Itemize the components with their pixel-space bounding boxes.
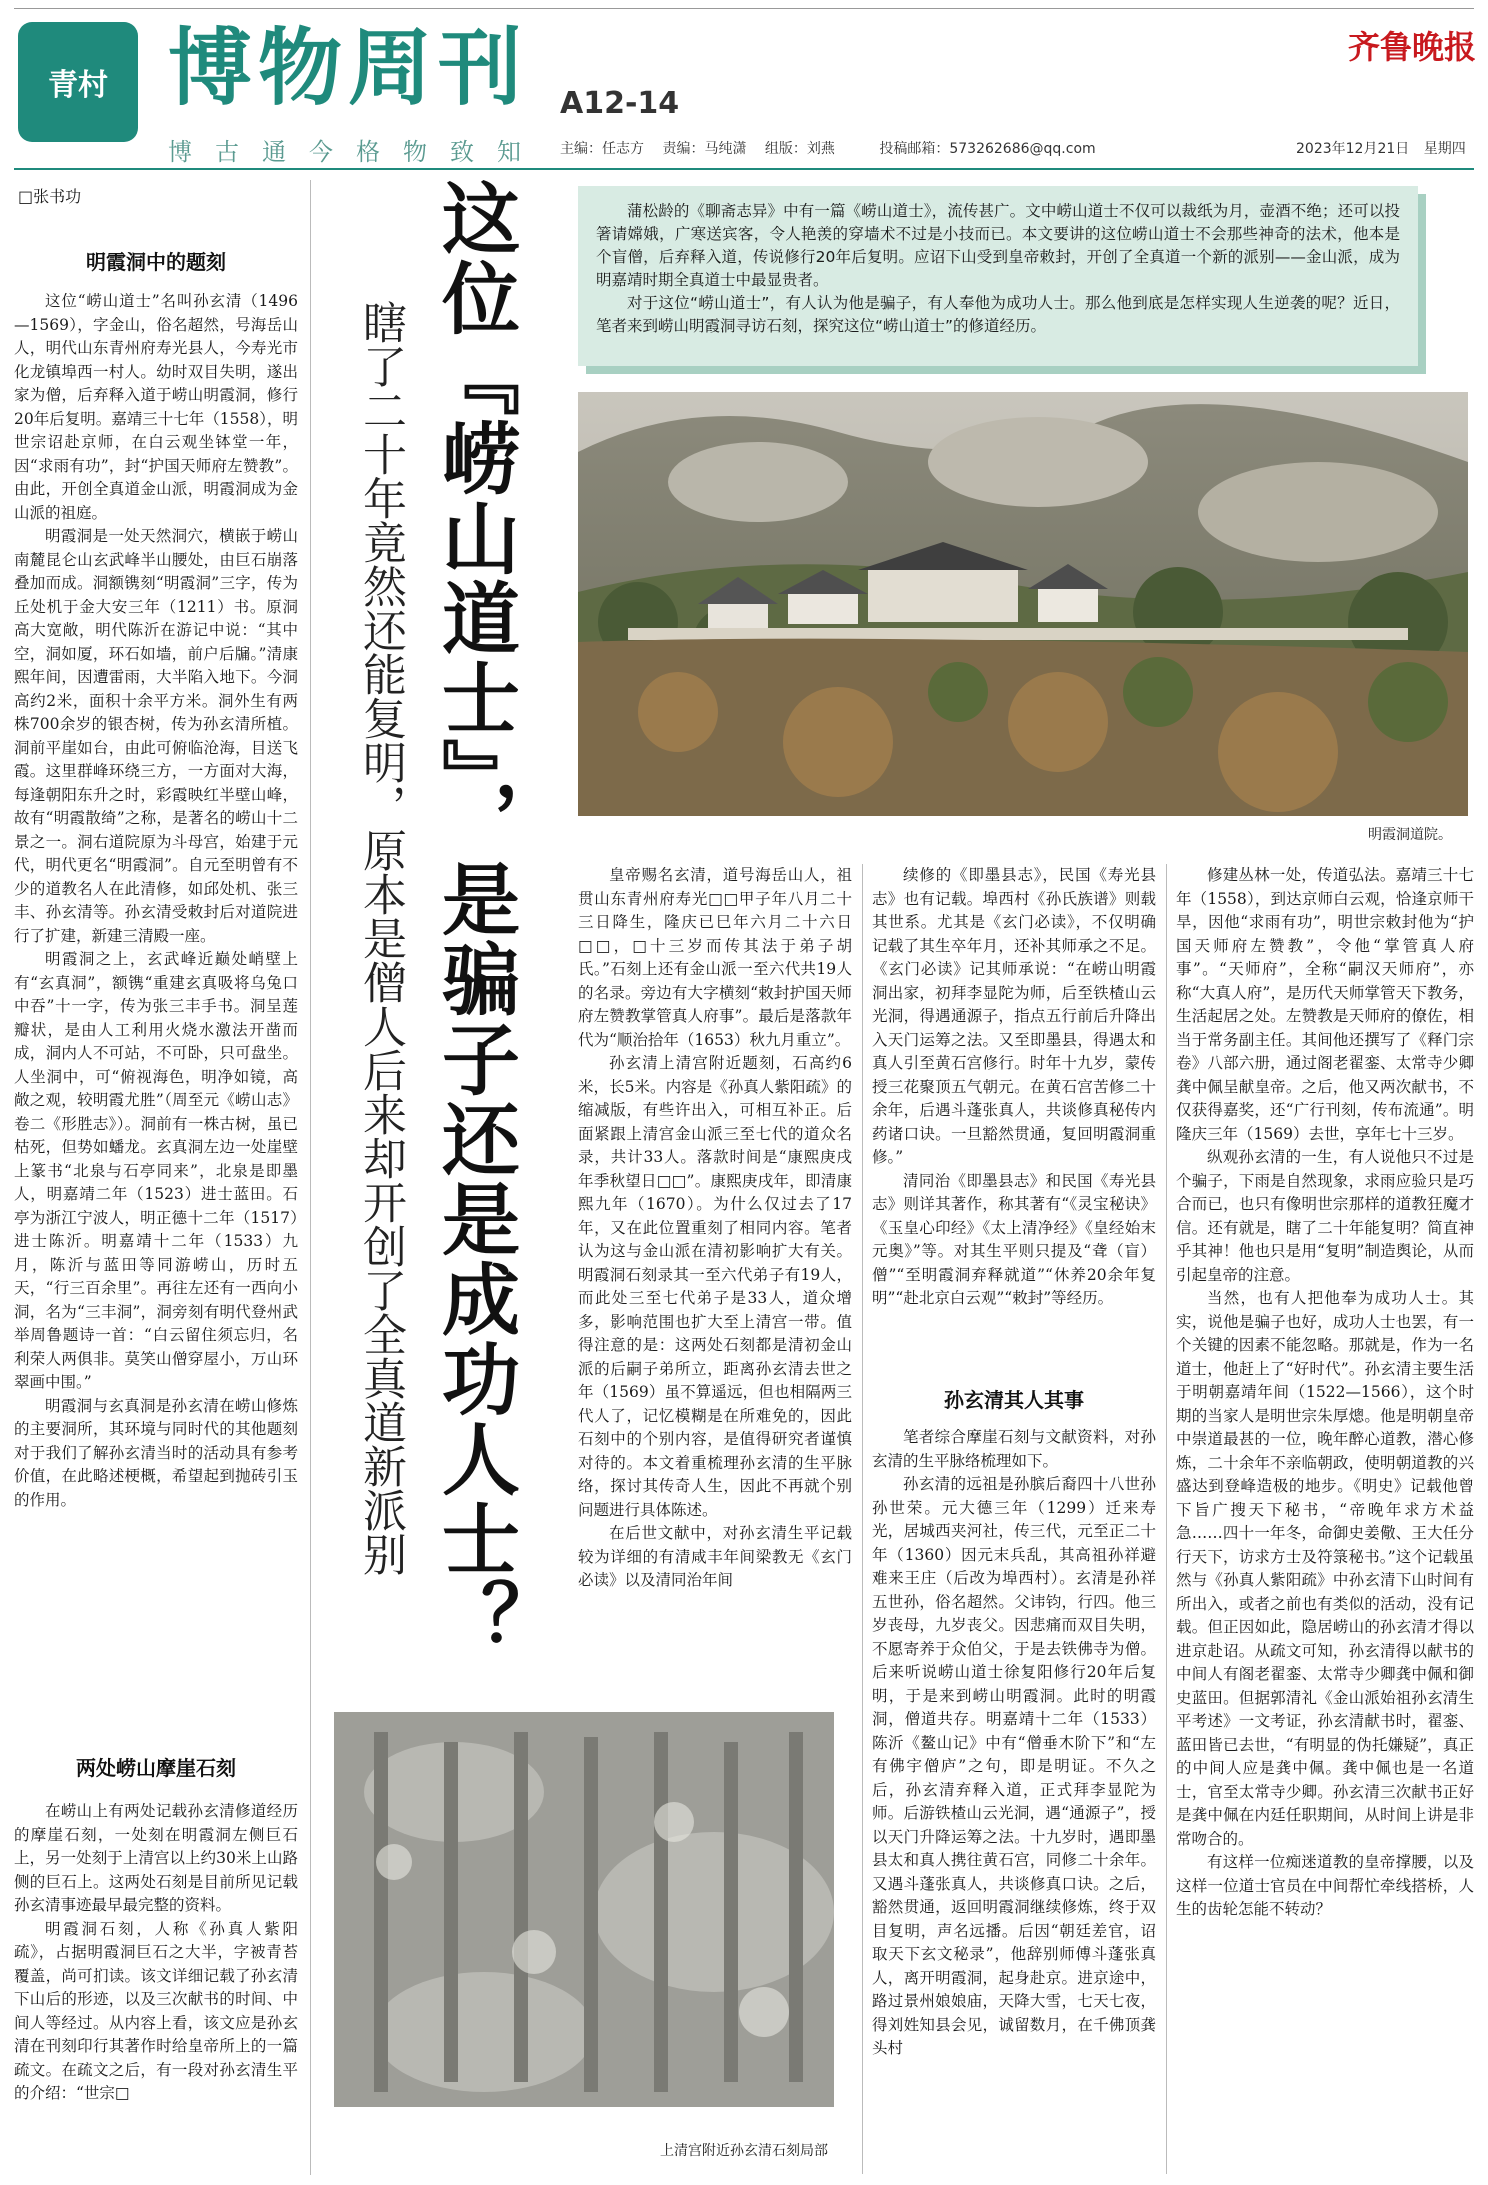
paragraph: 孙玄清上清宫附近题刻，石高约6米，长5米。内容是《孙真人紫阳疏》的缩减版，有些许出入，可相互补正。后面紧跟上清宫金山派三至七代的道众名录，共计33人。落款时间是“康熙庚戌年季秋望日□□”。康熙庚戌年，即清康熙九年（1670）。为什么仅过去了17年，又在此位置重刻了相同内容。笔者认为这与金山派在清初影响扩大有关。明霞洞石刻录其一至六代弟子有19人，而此处三至七代弟子是33人，道众增多，影响范围也扩大至上清宫一带。值得注意的是：这两处石刻都是清初金山派的后嗣子弟所立，距离孙玄清去世之年（1569）虽不算遥远，但也相隔两三代人了，记忆模糊是在所难免的，因此石刻中的个别内容，是值得研究者谨慎对待的。本文着重梳理孙玄清的生平脉络，探讨其传奇人生，因此不再就个别问题进行具体陈述。	[578, 1054, 852, 1519]
submission-email: 投稿邮箱：573262686@qq.com	[879, 141, 1096, 157]
column-divider	[310, 180, 311, 2175]
editor-line	[560, 138, 1110, 158]
paragraph: 续修的《即墨县志》，民国《寿光县志》也有记载。埠西村《孙氏族谱》则载其世系。尤其是《玄门必读》，不仅明确记载了其生卒年月，还补其师承之不足。《玄门必读》记其师承说：“在崂山明霞洞出家，初拜李显陀为师，后至铁楂山云光洞，得遇通源子，指点五行前后升降出入天门运筹之法。又至即墨县，得遇太和真人引至黄石宫修行。时年十九岁，蒙传授三花聚顶五气朝元。在黄石宫苦修二十余年，后遇斗蓬张真人，共谈修真秘传内药诸口诀。一旦豁然贯通，复回明霞洞重修。”	[872, 866, 1156, 1166]
column-3-text	[578, 864, 852, 1696]
column-logo	[18, 22, 138, 142]
subheadline: 瞎了二十年竟然还能复明，原本是僧人后来却开创了全真道新派别	[355, 300, 406, 1576]
layout-editor-credit: 组版：刘燕	[764, 141, 835, 157]
newspaper-masthead: 齐鲁晚报	[1348, 28, 1477, 66]
paragraph: 修建丛林一处，传道弘法。嘉靖三十七年（1558），到达京师白云观，恰逢京师干旱，因他“求雨有功”，明世宗敕封他为“护国天师府左赞教”，令他“掌管真人府事”。“天师府”，全称“嗣汉天师府”，亦称“大真人府”，是历代天师掌管天下教务，生活起居之处。左赞教是天师府的僚佐，相当于常务副主任。其间他还撰写了《释门宗卷》八部六册，通过阁老翟銮、太常寺少卿龚中佩呈献皇帝。之后，他又两次献书，不仅获得嘉奖，还“广行刊刻，传布流通”。明隆庆三年（1569）去世，享年七十三岁。	[1176, 866, 1474, 1143]
paragraph: 有这样一位痴迷道教的皇帝撑腰，以及这样一位道士官员在中间帮忙牵线搭桥，人生的齿轮怎能不转动？	[1176, 1853, 1474, 1918]
responsible-editor-credit: 责编：马纯潇	[662, 141, 747, 157]
paragraph: 明霞洞石刻，人称《孙真人紫阳疏》，占据明霞洞巨石之大半，字被青苔覆盖，尚可扪读。该文详细记载了孙玄清下山后的形迹，以及三次献书的时间、中间人等经过。从内容上看，该文应是孙玄清在刊刻印行其著作时给皇帝所上的一篇疏文。在疏文之后，有一段对孙玄清生平的介绍：“世宗□	[14, 1919, 298, 2102]
section-title: 博物周刊	[168, 19, 529, 117]
column-4-text	[872, 864, 1156, 1364]
section-heading-2: 两处崂山摩崖石刻	[76, 1756, 236, 1780]
page-number: A12-14	[560, 86, 680, 121]
intro-paragraph: 对于这位“崂山道士”，有人认为他是骗子，有人奉他为成功人士。那么他到底是怎样实现人生逆袭的呢？近日，笔者来到崂山明霞洞寻访石刻，探究这位“崂山道士”的修道经历。	[596, 294, 1400, 335]
paragraph: 明霞洞之上，玄武峰近巅处峭壁上有“玄真洞”，额镌“重建玄真吸将乌兔口中吞”十一字，传为张三丰手书。洞呈莲瓣状，是由人工利用火烧水激法开凿而成，洞内人不可站，不可卧，只可盘坐。人坐洞中，可“俯视海色，明净如镜，高敞之观，较明霞尤胜”（周至元《崂山志》卷二《形胜志》）。洞前有一株古树，虽已枯死，但势如蟠龙。玄真洞左边一处崖壁上篆书“北泉与石亭同来”，北泉是即墨人，明嘉靖二年（1523）进士蓝田。石亭为浙江宁波人，明正德十二年（1517）进士陈沂。明嘉靖十二年（1533）九月，陈沂与蓝田等同游崂山，历时五天，“行三百余里”。再往左还有一西向小洞，名为“三丰洞”，洞旁刻有明代登州武举周鲁题诗一首：“白云留住须忘归，名利荣人两俱非。莫笑山僧穿屋小，万山环翠画中围。”	[14, 950, 298, 1391]
issue-weekday: 星期四	[1423, 141, 1466, 157]
paragraph: 当然，也有人把他奉为成功人士。其实，说他是骗子也好，成功人士也罢，有一个关键的因素不能忽略。那就是，作为一名道士，他赶上了“好时代”。孙玄清主要生活于明朝嘉靖年间（1522—1566），这个时期的当家人是明世宗朱厚熜。他是明朝皇帝中崇道最甚的一位，晚年醉心道教，潜心修炼，二十余年不亲临朝政，使明朝道教的兴盛达到登峰造极的地步。《明史》记载他曾下旨广搜天下秘书，“帝晚年求方术益急……四十一年冬，命御史姜儆、王大任分行天下，访求方士及符箓秘书。”这个记载虽然与《孙真人紫阳疏》中孙玄清下山时间有所出入，或者之前也有类似的活动，没有记载。但正因如此，隐居崂山的孙玄清才得以进京赴诏。从疏文可知，孙玄清得以献书的中间人有阁老翟銮、太常寺少卿龚中佩和御史蓝田。但据郭清礼《金山派始祖孙玄清生平考述》一文考证，孙玄清献书时，翟銮、蓝田皆已去世，“有明显的伪托嫌疑”，真正的中间人应是龚中佩。龚中佩也是一名道士，官至太常寺少卿。孙玄清三次献书正好是龚中佩在内廷任职期间，从时间上讲是非常吻合的。	[1176, 1289, 1474, 1848]
paragraph: 明霞洞与玄真洞是孙玄清在崂山修炼的主要洞所，其环境与同时代的其他题刻对于我们了解孙玄清当时的活动具有参考价值，在此略述梗概，希望起到抛砖引玉的作用。	[14, 1396, 298, 1509]
section-motto: 博古通今格物致知	[168, 138, 544, 166]
paragraph: 孙玄清的远祖是孙膑后裔四十八世孙孙世荣。元大德三年（1299）迁来寿光，居城西夹河社，传三代，元至正二十年（1360）因元末兵乱，其高祖孙祥避难来王庄（后改为埠西村）。玄清是孙祥五世孙，俗名超然。父讳钧，行四。他三岁丧母，九岁丧父。因悲痛而双目失明，不愿寄养于众伯父，于是去铁佛寺为僧。后来听说崂山道士徐复阳修行20年后复明，于是来到崂山明霞洞。此时的明霞洞，僧道共存。明嘉靖十二年（1533）陈沂《鳌山记》中有“僧垂木阶下”和“左有佛宇僧庐”之句，即是明证。不久之后，孙玄清弃释入道，正式拜李显陀为师。后游铁楂山云光洞，遇“通源子”，授以天门升降运筹之法。十九岁时，遇即墨县太和真人携往黄石宫，同修二十余年。又遇斗蓬张真人，共谈修真口诀。之后，豁然贯通，返回明霞洞继续修炼，终于双目复明，声名远播。后因“朝廷差官，诏取天下玄文秘录”，他辞别师傅斗蓬张真人，离开明霞洞，起身赴京。进京途中，路过景州娘娘庙，天降大雪，七天七夜，得刘姓知县会见，诚留数月，在千佛顶龚头村	[872, 1475, 1156, 2057]
column-divider	[1166, 864, 1167, 2174]
column-4-text-cont	[872, 1426, 1156, 2176]
logo-text: 青村	[48, 68, 108, 103]
author-byline: □张书功	[18, 187, 82, 206]
paragraph: 清同治《即墨县志》和民国《寿光县志》则详其著作，称其著有“《灵宝秘诀》《玉皇心印经》《太上清净经》《皇经始末元奥》”等。对其生平则只提及“聋（盲）僧”“至明霞洞弃释就道”“休养20余年复明”“赴北京白云观”“敕封”等经历。	[872, 1171, 1156, 1307]
photo-caption-2: 上清宫附近孙玄清石刻局部	[660, 2143, 828, 2159]
date-line	[1296, 138, 1466, 158]
photo-mingxia-cave-temple-image	[578, 392, 1468, 816]
paragraph: 明霞洞是一处天然洞穴，横嵌于崂山南麓昆仑山玄武峰半山腰处，由巨石崩落叠加而成。洞额镌刻“明霞洞”三字，传为丘处机于金大安三年（1211）书。原洞高大宽敞，明代陈沂在游记中说：“其中空，洞如厦，环石如墙，前户后牖。”清康熙年间，因遭雷雨，大半陷入地下。今洞高约2米，面积十余平方米。洞外生有两株700余岁的银杏树，传为孙玄清所植。洞前平崖如台，由此可俯临沧海，目送飞霞。这里群峰环绕三方，一方面对大海，每逢朝阳东升之时，彩霞映红半壁山峰，故有“明霞散绮”之称，是著名的崂山十二景之一。洞右道院原为斗母宫，始建于元代，明代更名“明霞洞”。自元至明曾有不少的道教名人在此清修，如邱处机、张三丰、孙玄清等。孙玄清受敕封后对道院进行了扩建，新建三清殿一座。	[14, 527, 298, 945]
paragraph: 笔者综合摩崖石刻与文献资料，对孙玄清的生平脉络梳理如下。	[872, 1428, 1156, 1470]
paragraph: 这位“崂山道士”名叫孙玄清（1496—1569），字金山，俗名超然，号海岳山人，明代山东青州府寿光县人，今寿光市化龙镇埠西一村人。幼时双目失明，遂出家为僧，后弃释入道于崂山明霞洞，修行20年后复明。嘉靖三十七年（1558），明世宗诏赴京师，在白云观坐钵堂一年，因“求雨有功”，封“护国天师府左赞教”。由此，开创全真道金山派，明霞洞成为金山派的祖庭。	[14, 292, 298, 522]
column-1-text	[14, 290, 298, 1720]
paragraph: 皇帝赐名玄清，道号海岳山人，祖贯山东青州府寿光□□甲子年八月二十三日降生，隆庆已巳年六月二十六日□□，□十三岁而传其法于弟子胡氏。”石刻上还有金山派一至六代共19人的名录。旁边有大字横刻“敕封护国天师府左赞教掌管真人府事”。最后是落款年代为“顺治拾年（1653）秋九月重立”。	[578, 866, 852, 1049]
section-heading-1: 明霞洞中的题刻	[86, 250, 226, 274]
headline: 这位『崂山道士』，是骗子还是成功人士？	[429, 178, 519, 1659]
top-rule	[14, 8, 1474, 9]
intro-box	[578, 186, 1418, 366]
paragraph: 纵观孙玄清的一生，有人说他只不过是个骗子，下雨是自然现象，求雨应验只是巧合而已，也只有像明世宗那样的道教狂魔才信。还有就是，瞎了二十年能复明？简直神乎其神！他也只是用“复明”制造舆论，从而引起皇帝的注意。	[1176, 1148, 1474, 1284]
photo-caption-1: 明霞洞道院。	[1368, 827, 1452, 843]
column-1-text-cont	[14, 1800, 298, 2178]
column-divider	[862, 864, 863, 2174]
paragraph: 在崂山上有两处记载孙玄清修道经历的摩崖石刻，一处刻在明霞洞左侧巨石上，另一处刻于上清宫以上约30米上山路侧的巨石上。这两处石刻是目前所见记载孙玄清事迹最早最完整的资料。	[14, 1802, 298, 1914]
editor-credit: 主编：任志方	[560, 141, 644, 157]
section-heading-3: 孙玄清其人其事	[944, 1388, 1084, 1412]
intro-paragraph: 蒲松龄的《聊斋志异》中有一篇《崂山道士》，流传甚广。文中崂山道士不仅可以裁纸为月，壶酒不绝；还可以投箸请嫦娥，广寒送宾客，令人艳羡的穿墙术不过是小技而已。本文要讲的这位崂山道士不会那些神奇的法术，他本是个盲僧，后弃释入道，传说修行20年后复明。应诏下山受到皇帝敕封，开创了全真道一个新的派别——金山派，成为明嘉靖时期全真道士中最显贵者。	[596, 202, 1400, 289]
photo-stone-inscription-image	[334, 1712, 834, 2107]
photo-stone-inscription	[334, 1712, 834, 2107]
column-6-text	[1176, 864, 1474, 2176]
photo-mingxia-cave-temple	[578, 392, 1468, 816]
issue-date: 2023年12月21日	[1296, 141, 1410, 157]
paragraph: 在后世文献中，对孙玄清生平记载较为详细的有清咸丰年间梁教无《玄门必读》以及清同治年间	[578, 1524, 852, 1589]
header-rule	[14, 168, 1474, 170]
